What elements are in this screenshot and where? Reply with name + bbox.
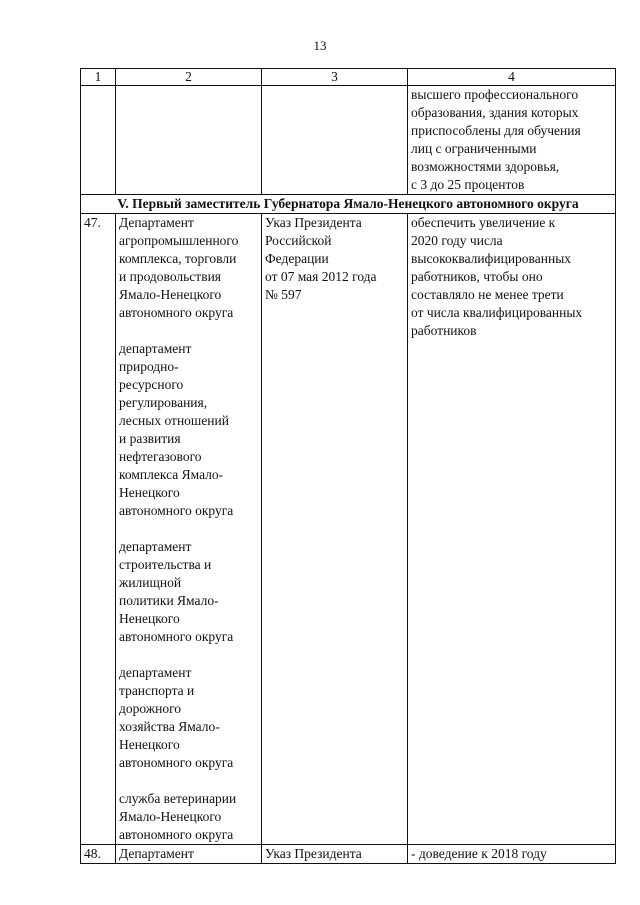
- table-row-47: [81, 214, 616, 845]
- continuation-row: [81, 86, 616, 195]
- row-number-48: 48.: [81, 845, 116, 864]
- header-col-4: 4: [408, 69, 616, 86]
- task-text: обеспечить увеличение к 2020 году числа высококвалифицированных работников, чтобы оно составляло не менее трети от числа квалифицированных работников: [411, 215, 583, 338]
- table-row-48: [81, 845, 616, 864]
- section-title: V. Первый заместитель Губернатора Ямало-Ненецкого автономного округа: [81, 195, 616, 214]
- basis-48: Указ Президента: [262, 845, 408, 864]
- task-48: - доведение к 2018 году: [408, 845, 616, 864]
- basis-cell: [262, 214, 408, 845]
- executor-48: Департамент: [116, 845, 262, 864]
- header-col-3: 3: [262, 69, 408, 86]
- executor-1: Департамент агропромышленного комплекса, торговли и продовольствия Ямало-Ненецкого автономного округа: [119, 215, 239, 320]
- page-number: 13: [313, 38, 327, 53]
- task-cell: [408, 214, 616, 845]
- document-table: [80, 68, 616, 864]
- continuation-text: высшего профессионального образования, здания которых приспособлены для обучения лиц с ограниченными возможностями здоровья, с 3 до 25 процентов: [411, 87, 581, 192]
- executor-4: департамент транспорта и дорожного хозяйства Ямало- Ненецкого автономного округа: [119, 665, 234, 770]
- header-col-1: 1: [81, 69, 116, 86]
- executor-2: департамент природно- ресурсного регулирования, лесных отношений и развития нефтегазового комплекса Ямало- Ненецкого автономного округа: [119, 341, 234, 518]
- header-col-2: 2: [116, 69, 262, 86]
- executor-5: служба ветеринарии Ямало-Ненецкого автономного округа: [119, 791, 237, 842]
- section-row: [81, 195, 616, 214]
- basis-text: Указ Президента Российской Федерации от 07 мая 2012 года № 597: [265, 215, 377, 302]
- executors-cell: [116, 214, 262, 845]
- table-header-row: [81, 69, 616, 86]
- row-number: 47.: [81, 214, 116, 845]
- executor-3: департамент строительства и жилищной политики Ямало- Ненецкого автономного округа: [119, 539, 234, 644]
